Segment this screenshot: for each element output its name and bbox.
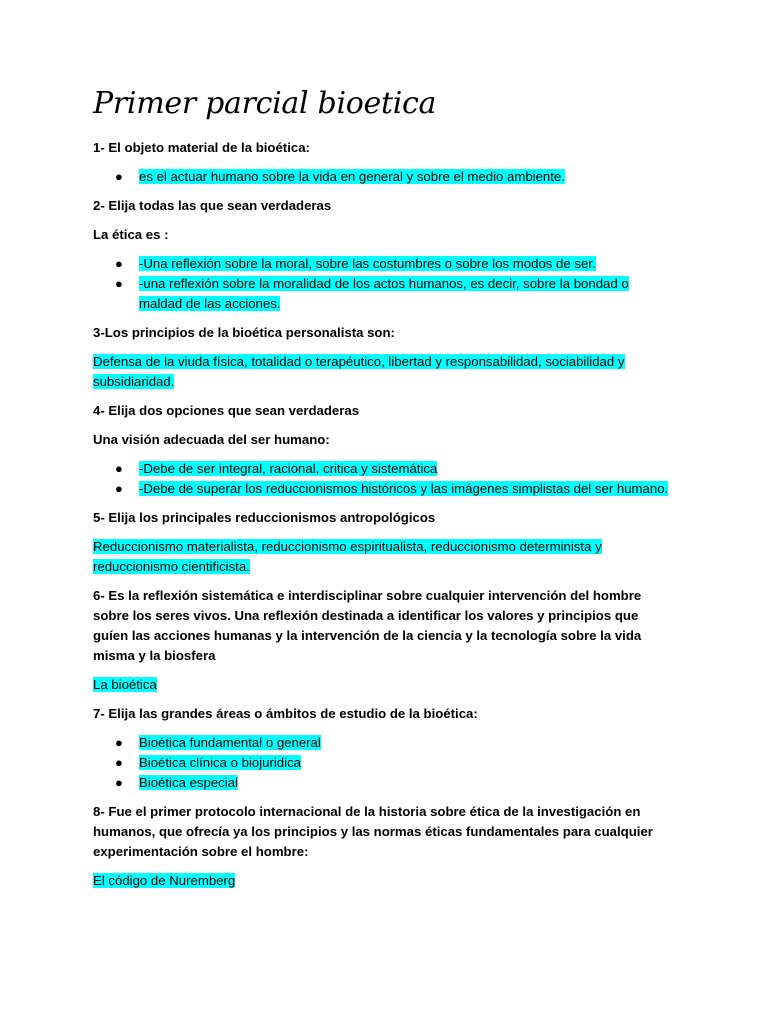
question-8: 8- Fue el primer protocolo internacional de la historia sobre ética de la investigación en humanos, que ofrecía ya los principios y las normas éticas fundamentales para cualquier experimentación sobre el hombre: bbox=[93, 804, 653, 859]
answer-text: Bioética fundamental o general bbox=[139, 735, 321, 750]
answer-text: El código de Nuremberg bbox=[93, 873, 236, 888]
bullet-icon: ● bbox=[115, 276, 123, 291]
question-7: 7- Elija las grandes áreas o ámbitos de estudio de la bioética: bbox=[93, 706, 478, 721]
document-title: Primer parcial bioetica bbox=[93, 86, 437, 121]
document-page bbox=[93, 84, 673, 900]
answer-8 bbox=[93, 871, 673, 891]
answer-text: Reduccionismo materialista, reduccionismo espiritualista, reduccionismo determinista y reduccionismo cientificista. bbox=[93, 539, 602, 574]
list-item bbox=[93, 733, 673, 753]
list-item bbox=[93, 773, 673, 793]
answer-text: Defensa de la viuda física, totalidad o terapéutico, libertad y responsabilidad, sociabilidad y subsidiaridad. bbox=[93, 354, 625, 389]
bullet-icon: ● bbox=[115, 755, 123, 770]
bullet-icon: ● bbox=[115, 169, 123, 184]
answer-text: -Debe de superar los reduccionismos históricos y las imágenes simplistas del ser humano. bbox=[139, 481, 669, 496]
list-item bbox=[93, 753, 673, 773]
list-item bbox=[93, 459, 673, 479]
question-3: 3-Los principios de la bioética personalista son: bbox=[93, 325, 395, 340]
question-4-intro: Una visión adecuada del ser humano: bbox=[93, 432, 330, 447]
question-6: 6- Es la reflexión sistemática e interdisciplinar sobre cualquier intervención del hombre sobre los seres vivos. Una reflexión destinada a identificar los valores y principios que guíen las acciones humanas y la intervención de la ciencia y la tecnología sobre la vida misma y la biosfera bbox=[93, 588, 642, 663]
answer-list-4 bbox=[93, 459, 673, 499]
answer-text: Bioética especial bbox=[139, 775, 238, 790]
question-1: 1- El objeto material de la bioética: bbox=[93, 140, 310, 155]
question-4: 4- Elija dos opciones que sean verdaderas bbox=[93, 403, 360, 418]
bullet-icon: ● bbox=[115, 256, 123, 271]
answer-text: -una reflexión sobre la moralidad de los actos humanos, es decir, sobre la bondad o maldad de las acciones. bbox=[139, 276, 629, 311]
list-item bbox=[93, 274, 673, 314]
question-2: 2- Elija todas las que sean verdaderas bbox=[93, 198, 332, 213]
bullet-icon: ● bbox=[115, 481, 123, 496]
bullet-icon: ● bbox=[115, 461, 123, 476]
answer-3 bbox=[93, 352, 673, 392]
bullet-icon: ● bbox=[115, 775, 123, 790]
answer-text: -Una reflexión sobre la moral, sobre las costumbres o sobre los modos de ser. bbox=[139, 256, 596, 271]
bullet-icon: ● bbox=[115, 735, 123, 750]
answer-text: Bioética clínica o biojuridica bbox=[139, 755, 301, 770]
question-2-intro: La ética es : bbox=[93, 227, 169, 242]
list-item bbox=[93, 254, 673, 274]
list-item bbox=[93, 479, 673, 499]
answer-5 bbox=[93, 537, 673, 577]
answer-text: La bioética bbox=[93, 677, 157, 692]
answer-text: es el actuar humano sobre la vida en general y sobre el medio ambiente. bbox=[139, 169, 565, 184]
answer-list-1 bbox=[93, 167, 673, 187]
answer-list-2 bbox=[93, 254, 673, 314]
question-5: 5- Elija los principales reduccionismos antropológicos bbox=[93, 510, 436, 525]
list-item bbox=[93, 167, 673, 187]
answer-text: -Debe de ser integral, racional, critica y sistemática bbox=[139, 461, 438, 476]
answer-6 bbox=[93, 675, 673, 695]
answer-list-7 bbox=[93, 733, 673, 793]
